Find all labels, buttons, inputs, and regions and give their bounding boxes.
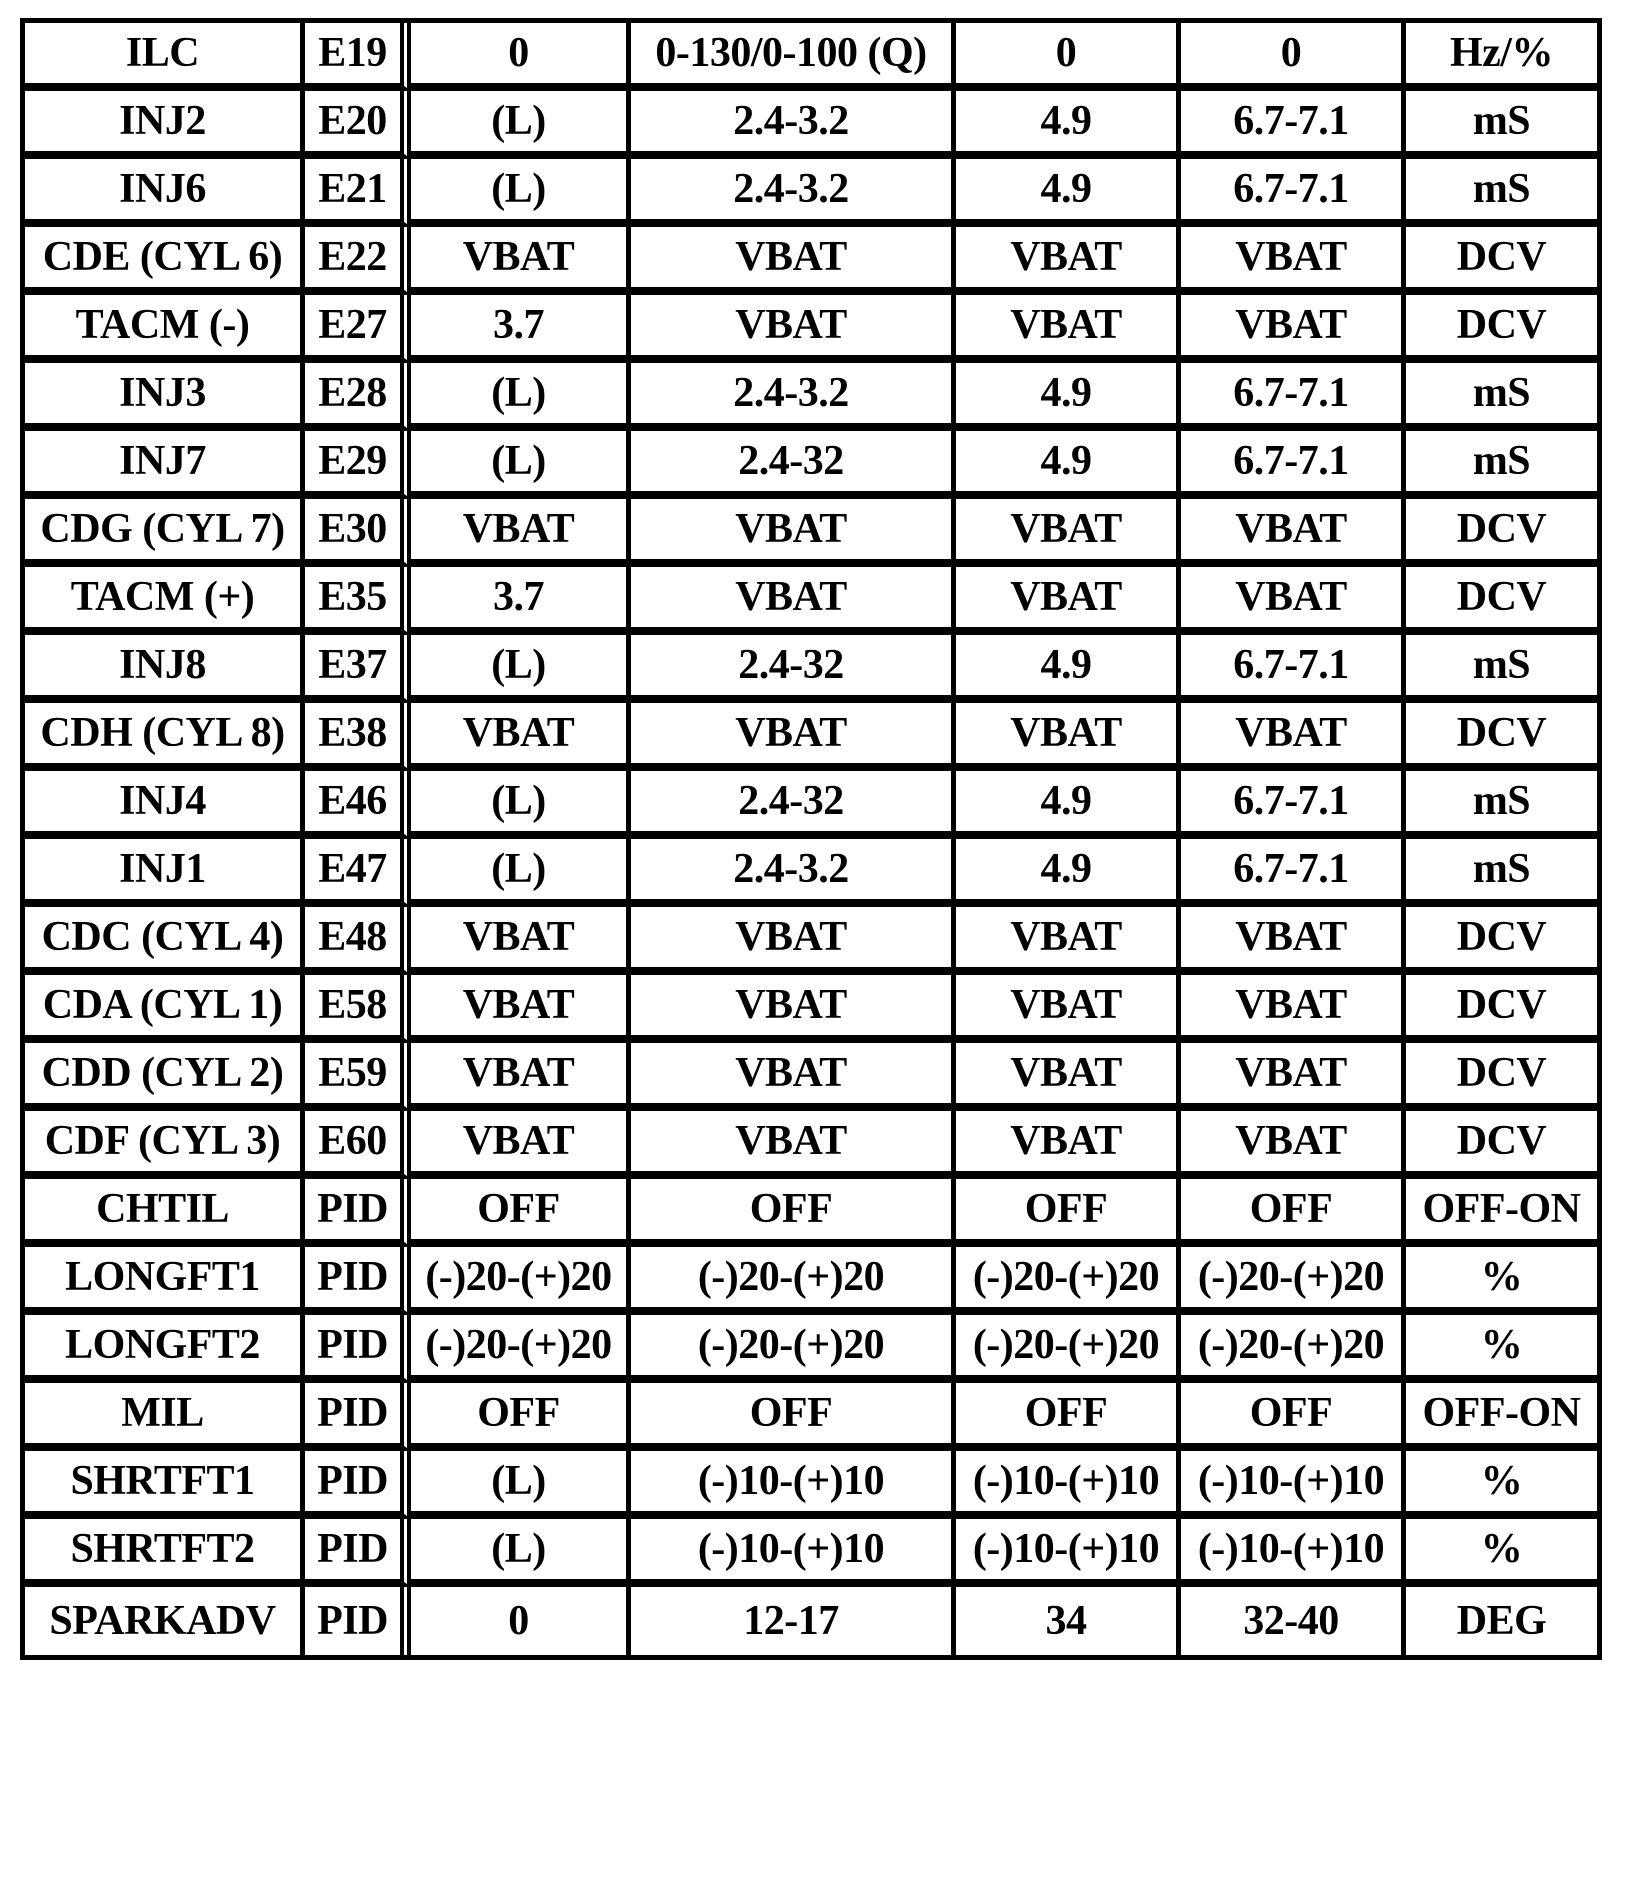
pin-cell: E60 — [305, 1111, 411, 1179]
value-a-cell: 3.7 — [411, 295, 631, 363]
value-d-cell: VBAT — [1181, 907, 1406, 975]
pin-cell: E20 — [305, 91, 411, 159]
unit-cell: mS — [1406, 839, 1597, 907]
value-c-cell: 4.9 — [956, 159, 1181, 227]
pid-name-cell: TACM (+) — [25, 567, 305, 635]
value-a-cell: 3.7 — [411, 567, 631, 635]
value-a-cell: OFF — [411, 1383, 631, 1451]
value-d-cell: (-)20-(+)20 — [1181, 1247, 1406, 1315]
table-row — [25, 295, 1597, 363]
pin-cell: E22 — [305, 227, 411, 295]
pid-values-table-wrapper — [20, 18, 1592, 1660]
unit-cell: DCV — [1406, 227, 1597, 295]
pid-name-cell: INJ4 — [25, 771, 305, 839]
value-c-cell: 4.9 — [956, 771, 1181, 839]
table-row — [25, 1179, 1597, 1247]
value-c-cell: (-)10-(+)10 — [956, 1519, 1181, 1587]
pid-name-cell: CDD (CYL 2) — [25, 1043, 305, 1111]
unit-cell: mS — [1406, 159, 1597, 227]
value-a-cell: (L) — [411, 431, 631, 499]
value-c-cell: VBAT — [956, 1043, 1181, 1111]
value-b-cell: VBAT — [631, 907, 956, 975]
value-c-cell: VBAT — [956, 295, 1181, 363]
table-row — [25, 1315, 1597, 1383]
value-d-cell: 6.7-7.1 — [1181, 159, 1406, 227]
value-d-cell: VBAT — [1181, 703, 1406, 771]
value-c-cell: 0 — [956, 23, 1181, 91]
pin-cell: E29 — [305, 431, 411, 499]
value-a-cell: VBAT — [411, 907, 631, 975]
value-b-cell: 2.4-3.2 — [631, 159, 956, 227]
pin-cell: PID — [305, 1519, 411, 1587]
value-a-cell: VBAT — [411, 1111, 631, 1179]
value-c-cell: (-)20-(+)20 — [956, 1315, 1181, 1383]
pid-name-cell: INJ6 — [25, 159, 305, 227]
unit-cell: DCV — [1406, 567, 1597, 635]
unit-cell: DCV — [1406, 907, 1597, 975]
value-d-cell: VBAT — [1181, 1111, 1406, 1179]
table-row — [25, 23, 1597, 91]
value-a-cell: VBAT — [411, 227, 631, 295]
value-c-cell: 4.9 — [956, 91, 1181, 159]
value-d-cell: 32-40 — [1181, 1587, 1406, 1655]
pid-name-cell: CDE (CYL 6) — [25, 227, 305, 295]
pin-cell: E59 — [305, 1043, 411, 1111]
value-c-cell: VBAT — [956, 703, 1181, 771]
pid-name-cell: SHRTFT2 — [25, 1519, 305, 1587]
pid-name-cell: CDA (CYL 1) — [25, 975, 305, 1043]
value-c-cell: VBAT — [956, 1111, 1181, 1179]
unit-cell: DCV — [1406, 703, 1597, 771]
value-d-cell: 6.7-7.1 — [1181, 431, 1406, 499]
value-d-cell: OFF — [1181, 1179, 1406, 1247]
value-a-cell: (L) — [411, 771, 631, 839]
value-c-cell: VBAT — [956, 567, 1181, 635]
value-b-cell: VBAT — [631, 567, 956, 635]
table-row — [25, 1587, 1597, 1655]
table-row — [25, 1519, 1597, 1587]
pid-name-cell: CDG (CYL 7) — [25, 499, 305, 567]
unit-cell: DCV — [1406, 1043, 1597, 1111]
table-row — [25, 1383, 1597, 1451]
table-row — [25, 363, 1597, 431]
value-c-cell: (-)20-(+)20 — [956, 1247, 1181, 1315]
value-d-cell: 6.7-7.1 — [1181, 363, 1406, 431]
pin-cell: E37 — [305, 635, 411, 703]
value-d-cell: (-)10-(+)10 — [1181, 1451, 1406, 1519]
value-a-cell: (L) — [411, 91, 631, 159]
value-c-cell: VBAT — [956, 499, 1181, 567]
pid-name-cell: CDH (CYL 8) — [25, 703, 305, 771]
value-b-cell: VBAT — [631, 227, 956, 295]
value-c-cell: (-)10-(+)10 — [956, 1451, 1181, 1519]
value-c-cell: 4.9 — [956, 635, 1181, 703]
value-c-cell: VBAT — [956, 975, 1181, 1043]
pin-cell: E35 — [305, 567, 411, 635]
pid-name-cell: TACM (-) — [25, 295, 305, 363]
table-row — [25, 91, 1597, 159]
pin-cell: E30 — [305, 499, 411, 567]
value-b-cell: 2.4-32 — [631, 771, 956, 839]
value-b-cell: 0-130/0-100 (Q) — [631, 23, 956, 91]
unit-cell: DCV — [1406, 295, 1597, 363]
value-c-cell: VBAT — [956, 227, 1181, 295]
pid-name-cell: INJ3 — [25, 363, 305, 431]
unit-cell: DCV — [1406, 499, 1597, 567]
unit-cell: DCV — [1406, 1111, 1597, 1179]
pin-cell: E48 — [305, 907, 411, 975]
table-row — [25, 635, 1597, 703]
table-row — [25, 159, 1597, 227]
value-b-cell: VBAT — [631, 1111, 956, 1179]
value-d-cell: VBAT — [1181, 295, 1406, 363]
pid-name-cell: LONGFT1 — [25, 1247, 305, 1315]
pin-cell: PID — [305, 1315, 411, 1383]
pin-cell: E19 — [305, 23, 411, 91]
pin-cell: E58 — [305, 975, 411, 1043]
table-row — [25, 567, 1597, 635]
value-b-cell: (-)10-(+)10 — [631, 1519, 956, 1587]
value-d-cell: 6.7-7.1 — [1181, 839, 1406, 907]
value-a-cell: VBAT — [411, 499, 631, 567]
value-b-cell: 2.4-3.2 — [631, 363, 956, 431]
value-b-cell: VBAT — [631, 975, 956, 1043]
value-b-cell: OFF — [631, 1383, 956, 1451]
value-b-cell: 2.4-3.2 — [631, 839, 956, 907]
value-a-cell: 0 — [411, 1587, 631, 1655]
value-a-cell: OFF — [411, 1179, 631, 1247]
value-d-cell: (-)10-(+)10 — [1181, 1519, 1406, 1587]
pid-name-cell: ILC — [25, 23, 305, 91]
value-d-cell: VBAT — [1181, 975, 1406, 1043]
table-row — [25, 839, 1597, 907]
pin-cell: PID — [305, 1179, 411, 1247]
unit-cell: Hz/% — [1406, 23, 1597, 91]
value-b-cell: VBAT — [631, 1043, 956, 1111]
unit-cell: DCV — [1406, 975, 1597, 1043]
pid-name-cell: INJ2 — [25, 91, 305, 159]
value-a-cell: VBAT — [411, 703, 631, 771]
unit-cell: mS — [1406, 635, 1597, 703]
pid-name-cell: INJ1 — [25, 839, 305, 907]
unit-cell: DEG — [1456, 1598, 1547, 1644]
unit-cell: OFF-ON — [1406, 1383, 1597, 1451]
unit-cell: mS — [1406, 431, 1597, 499]
table-row — [25, 1247, 1597, 1315]
value-c-cell: 4.9 — [956, 839, 1181, 907]
table-row — [25, 499, 1597, 567]
pid-name-cell: CDF (CYL 3) — [25, 1111, 305, 1179]
pin-cell: E38 — [305, 703, 411, 771]
value-a-cell: (-)20-(+)20 — [411, 1247, 631, 1315]
value-d-cell: 6.7-7.1 — [1181, 771, 1406, 839]
value-d-cell: (-)20-(+)20 — [1181, 1315, 1406, 1383]
value-c-cell: OFF — [956, 1383, 1181, 1451]
table-row — [25, 1451, 1597, 1519]
value-a-cell: (L) — [411, 363, 631, 431]
unit-cell: mS — [1406, 771, 1597, 839]
value-a-cell: (L) — [411, 159, 631, 227]
value-b-cell: (-)20-(+)20 — [631, 1315, 956, 1383]
value-b-cell: (-)10-(+)10 — [631, 1451, 956, 1519]
value-b-cell: 2.4-32 — [631, 635, 956, 703]
pid-name-cell: LONGFT2 — [25, 1315, 305, 1383]
pin-cell: E27 — [305, 295, 411, 363]
table-row — [25, 907, 1597, 975]
value-b-cell: VBAT — [631, 499, 956, 567]
pin-cell: E21 — [305, 159, 411, 227]
table-row — [25, 975, 1597, 1043]
value-c-cell: OFF — [956, 1179, 1181, 1247]
value-a-cell: 0 — [411, 23, 631, 91]
unit-cell: % — [1406, 1315, 1597, 1383]
value-b-cell: VBAT — [631, 703, 956, 771]
value-c-cell: 34 — [956, 1587, 1181, 1655]
value-b-cell: 2.4-32 — [631, 431, 956, 499]
value-d-cell: OFF — [1181, 1383, 1406, 1451]
value-a-cell: (L) — [411, 839, 631, 907]
pin-cell: PID — [305, 1587, 411, 1655]
value-a-cell: (L) — [411, 635, 631, 703]
pin-cell: PID — [305, 1383, 411, 1451]
pid-name-cell: INJ8 — [25, 635, 305, 703]
value-d-cell: VBAT — [1181, 567, 1406, 635]
pid-name-cell: INJ7 — [25, 431, 305, 499]
table-row — [25, 1043, 1597, 1111]
table-body — [25, 23, 1597, 1655]
unit-cell: mS — [1406, 363, 1597, 431]
unit-cell: OFF-ON — [1406, 1179, 1597, 1247]
unit-cell: % — [1406, 1451, 1597, 1519]
value-a-cell: VBAT — [411, 975, 631, 1043]
pid-name-cell: CHTIL — [25, 1179, 305, 1247]
unit-cell: mS — [1406, 91, 1597, 159]
pin-cell: PID — [305, 1451, 411, 1519]
table-row — [25, 1111, 1597, 1179]
value-c-cell: VBAT — [956, 907, 1181, 975]
table-row — [25, 227, 1597, 295]
pid-name-cell: SPARKADV — [25, 1587, 305, 1655]
value-b-cell: 12-17 — [631, 1587, 956, 1655]
value-d-cell: 6.7-7.1 — [1181, 635, 1406, 703]
value-d-cell: 6.7-7.1 — [1181, 91, 1406, 159]
unit-cell: % — [1406, 1247, 1597, 1315]
pin-cell: E47 — [305, 839, 411, 907]
pid-name-cell: SHRTFT1 — [25, 1451, 305, 1519]
value-a-cell: (-)20-(+)20 — [411, 1315, 631, 1383]
pin-cell: PID — [305, 1247, 411, 1315]
value-a-cell: VBAT — [411, 1043, 631, 1111]
value-d-cell: VBAT — [1181, 499, 1406, 567]
value-d-cell: VBAT — [1181, 1043, 1406, 1111]
value-d-cell: VBAT — [1181, 227, 1406, 295]
table-row — [25, 431, 1597, 499]
pid-name-cell: MIL — [25, 1383, 305, 1451]
pid-values-table — [20, 18, 1602, 1660]
unit-cell: % — [1406, 1519, 1597, 1587]
table-row — [25, 703, 1597, 771]
value-c-cell: 4.9 — [956, 363, 1181, 431]
value-c-cell: 4.9 — [956, 431, 1181, 499]
value-b-cell: OFF — [631, 1179, 956, 1247]
pid-name-cell: CDC (CYL 4) — [25, 907, 305, 975]
value-a-cell: (L) — [411, 1519, 631, 1587]
pin-cell: E28 — [305, 363, 411, 431]
value-b-cell: VBAT — [631, 295, 956, 363]
value-b-cell: 2.4-3.2 — [631, 91, 956, 159]
pin-cell: E46 — [305, 771, 411, 839]
value-b-cell: (-)20-(+)20 — [631, 1247, 956, 1315]
table-row — [25, 771, 1597, 839]
value-d-cell: 0 — [1181, 23, 1406, 91]
value-a-cell: (L) — [411, 1451, 631, 1519]
